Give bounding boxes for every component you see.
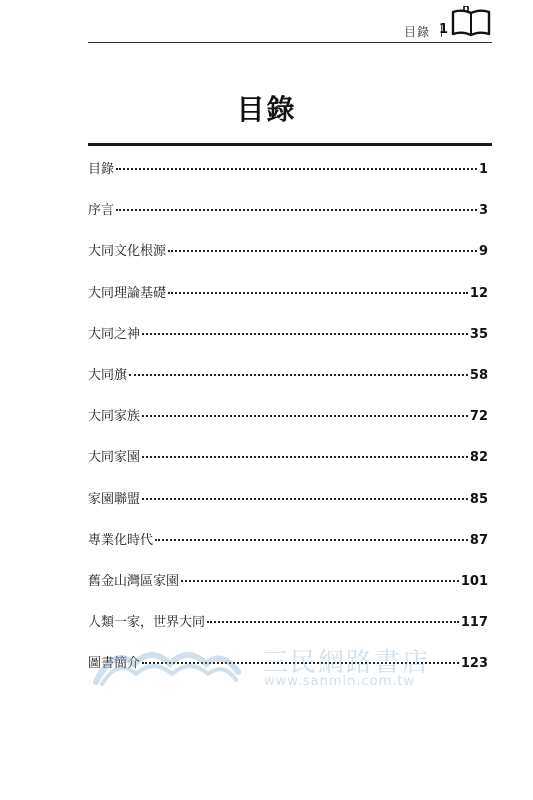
toc-dot-leader — [168, 250, 477, 252]
toc-dot-leader — [129, 374, 468, 376]
toc-entry-label: 序言 — [88, 203, 115, 219]
toc-entry[interactable] — [88, 240, 488, 281]
toc-dot-leader — [181, 580, 459, 582]
bookstore-logo-icon — [92, 642, 242, 686]
title-rule — [88, 143, 492, 146]
toc-entry-label: 家園聯盟 — [88, 491, 141, 507]
toc-entry-label: 大同旗 — [88, 367, 128, 383]
toc-entry[interactable] — [88, 158, 488, 199]
page-title: 目錄 — [236, 93, 297, 126]
toc-dot-leader — [142, 456, 468, 458]
toc-entry[interactable] — [88, 529, 488, 570]
toc-entry-label: 大同家族 — [88, 409, 141, 425]
toc-entry[interactable] — [88, 405, 488, 446]
toc-entry-page: 3 — [478, 203, 488, 219]
toc-entry-page: 9 — [478, 244, 488, 260]
toc-entry-page: 72 — [469, 409, 488, 425]
watermark-url: www.sanmin.com.tw — [264, 674, 416, 689]
toc-entry-page: 87 — [469, 532, 488, 548]
toc-entry-label: 大同家園 — [88, 450, 141, 466]
toc-entry[interactable] — [88, 446, 488, 487]
toc-entry-label: 人類一家，世界大同 — [88, 615, 206, 631]
toc-dot-leader — [207, 621, 459, 623]
toc-entry-page: 12 — [469, 285, 488, 301]
toc-entry[interactable] — [88, 323, 488, 364]
toc-entry[interactable] — [88, 570, 488, 611]
toc-dot-leader — [116, 168, 477, 170]
toc-entry-label: 目錄 — [88, 162, 115, 177]
toc-entry-label: 專業化時代 — [88, 532, 154, 548]
toc-entry-page: 85 — [469, 491, 488, 507]
toc-entry-page: 117 — [460, 615, 488, 631]
toc-entry-page: 35 — [469, 326, 488, 342]
toc-dot-leader — [116, 209, 477, 211]
toc-entry-page: 123 — [460, 656, 488, 672]
watermark — [92, 640, 452, 700]
toc-entry-page: 1 — [478, 162, 488, 177]
toc-entry-page: 101 — [460, 573, 488, 589]
table-of-contents — [88, 158, 488, 693]
toc-entry-label: 圖書簡介 — [88, 656, 141, 672]
toc-dot-leader — [142, 333, 468, 335]
toc-entry[interactable] — [88, 282, 488, 323]
toc-entry[interactable] — [88, 488, 488, 529]
toc-entry-page: 58 — [469, 367, 488, 383]
toc-entry-label: 舊金山灣區家園 — [88, 573, 180, 589]
running-header — [88, 6, 492, 42]
toc-entry[interactable] — [88, 364, 488, 405]
toc-dot-leader — [168, 292, 468, 294]
header-section-title: 目錄 — [403, 25, 430, 39]
toc-entry[interactable] — [88, 199, 488, 240]
toc-dot-leader — [142, 498, 468, 500]
toc-dot-leader — [142, 415, 468, 417]
toc-entry-label: 大同文化根源 — [88, 244, 167, 260]
toc-entry-label: 大同之神 — [88, 326, 141, 342]
toc-entry-label: 大同理論基礎 — [88, 285, 167, 301]
open-book-icon — [450, 6, 492, 38]
toc-dot-leader — [155, 539, 468, 541]
header-rule — [88, 42, 492, 43]
toc-entry-page: 82 — [469, 450, 488, 466]
header-page-number: 1 — [438, 22, 448, 37]
watermark-name: 三民網路書店 — [262, 648, 431, 678]
